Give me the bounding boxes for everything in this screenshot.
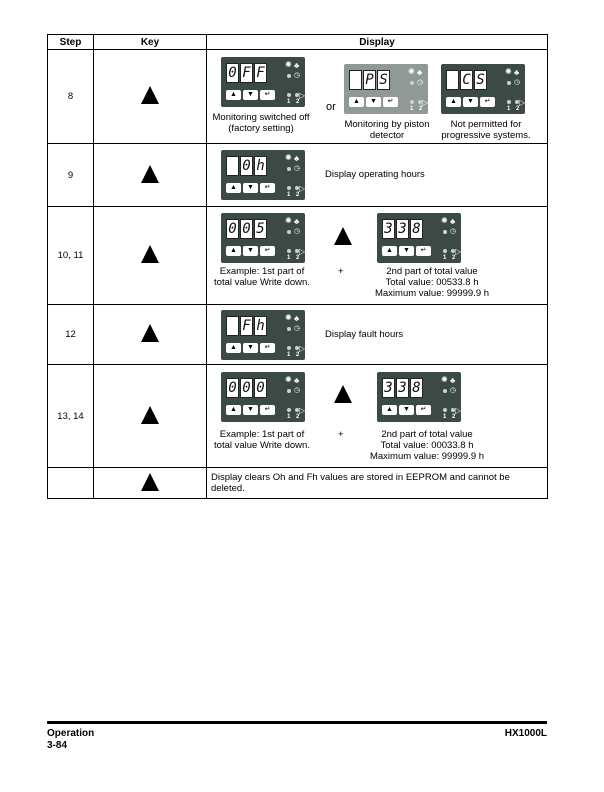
lamp-icon: ✺ bbox=[441, 375, 448, 384]
eeprom-note: Display clears Oh and Fh values are stored in EEPROM and cannot be deleted. bbox=[211, 472, 510, 494]
status-led bbox=[287, 186, 291, 190]
display-digit: 0 bbox=[226, 219, 239, 239]
up-button: ▲ bbox=[382, 246, 397, 256]
up-arrow-key-icon bbox=[141, 473, 159, 491]
status-led bbox=[443, 408, 447, 412]
output-arrow-icon: ▷ bbox=[455, 247, 462, 256]
led-number-label: 1 bbox=[287, 192, 291, 198]
caption-piston: Monitoring by piston detector bbox=[344, 119, 430, 141]
table-row bbox=[48, 207, 548, 305]
status-led bbox=[287, 346, 291, 350]
up-arrow-key-icon bbox=[141, 86, 159, 104]
clock-icon: ◷ bbox=[294, 387, 301, 394]
led-number-label: 2 bbox=[296, 414, 300, 420]
output-arrow-icon: ▷ bbox=[299, 247, 306, 256]
led-number-label: 1 bbox=[287, 255, 291, 261]
lamp-icon: ✺ bbox=[285, 216, 292, 225]
operating-hours-text: Display operating hours bbox=[325, 169, 425, 180]
led-number-label: 1 bbox=[287, 99, 291, 105]
display-digit: 0 bbox=[240, 156, 253, 176]
step-cell: 8 bbox=[48, 50, 94, 144]
status-led bbox=[287, 167, 291, 171]
output-arrow-icon: ▷ bbox=[299, 91, 306, 100]
step-cell: 12 bbox=[48, 305, 94, 365]
led-number-label: 2 bbox=[296, 255, 300, 261]
display-digit: 0 bbox=[254, 378, 267, 398]
pump-icon: ♣ bbox=[294, 376, 300, 385]
caption-line: 2nd part of total value bbox=[381, 429, 473, 440]
caption-off: Monitoring switched off (factory setting) bbox=[212, 112, 310, 134]
enter-button: ↵ bbox=[416, 405, 431, 415]
step-cell bbox=[48, 468, 94, 499]
led-number-label: 2 bbox=[516, 106, 520, 112]
display-digit bbox=[226, 316, 239, 336]
display-digit: 5 bbox=[254, 219, 267, 239]
status-led bbox=[443, 230, 447, 234]
status-led bbox=[287, 230, 291, 234]
display-digit: h bbox=[254, 156, 267, 176]
enter-button: ↵ bbox=[480, 97, 495, 107]
up-button: ▲ bbox=[446, 97, 461, 107]
enter-button: ↵ bbox=[260, 343, 275, 353]
up-arrow-key-icon bbox=[334, 227, 352, 245]
status-led bbox=[287, 408, 291, 412]
display-digit: 0 bbox=[240, 219, 253, 239]
table-row bbox=[48, 365, 548, 468]
enter-button: ↵ bbox=[383, 97, 398, 107]
down-button: ▼ bbox=[243, 183, 258, 193]
key-cell bbox=[94, 468, 207, 499]
display-digit: h bbox=[254, 316, 267, 336]
output-arrow-icon: ▷ bbox=[299, 406, 306, 415]
status-led bbox=[287, 249, 291, 253]
display-digit: F bbox=[254, 63, 267, 83]
caption-line: Maximum value: 99999.9 h bbox=[374, 288, 490, 299]
status-led bbox=[410, 100, 414, 104]
status-led bbox=[287, 74, 291, 78]
display-digit: S bbox=[474, 70, 487, 90]
status-led bbox=[287, 327, 291, 331]
led-number-label: 1 bbox=[507, 106, 511, 112]
display-digit: 3 bbox=[382, 378, 395, 398]
display-digit: 3 bbox=[396, 378, 409, 398]
status-led bbox=[507, 100, 511, 104]
table-row bbox=[48, 50, 548, 144]
display-digit: 3 bbox=[382, 219, 395, 239]
up-arrow-key-icon bbox=[141, 245, 159, 263]
step-cell: 9 bbox=[48, 144, 94, 207]
display-digit: 0 bbox=[240, 378, 253, 398]
table-row bbox=[48, 468, 548, 499]
controller-display-panel bbox=[377, 372, 461, 422]
table-row bbox=[48, 144, 548, 207]
key-cell bbox=[94, 207, 207, 305]
footer-left bbox=[47, 728, 94, 752]
display-digit: F bbox=[240, 63, 253, 83]
status-led bbox=[287, 93, 291, 97]
down-button: ▼ bbox=[243, 343, 258, 353]
display-cell bbox=[207, 305, 548, 365]
footer-section: Operation bbox=[47, 728, 95, 739]
display-cell bbox=[207, 50, 548, 144]
display-cell bbox=[207, 365, 548, 468]
led-number-label: 2 bbox=[419, 106, 423, 112]
display-digit: 8 bbox=[410, 219, 423, 239]
output-arrow-icon: ▷ bbox=[422, 98, 429, 107]
led-number-label: 1 bbox=[287, 414, 291, 420]
down-button: ▼ bbox=[399, 246, 414, 256]
display-digit: P bbox=[363, 70, 376, 90]
status-led bbox=[410, 81, 414, 85]
display-digit: C bbox=[460, 70, 473, 90]
lamp-icon: ✺ bbox=[285, 375, 292, 384]
status-led bbox=[507, 81, 511, 85]
enter-button: ↵ bbox=[260, 405, 275, 415]
controller-display-panel bbox=[221, 57, 305, 107]
key-cell bbox=[94, 144, 207, 207]
pump-icon: ♣ bbox=[294, 217, 300, 226]
up-button: ▲ bbox=[226, 90, 241, 100]
down-button: ▼ bbox=[463, 97, 478, 107]
up-button: ▲ bbox=[226, 183, 241, 193]
up-arrow-key-icon bbox=[334, 385, 352, 403]
up-arrow-key-icon bbox=[141, 165, 159, 183]
clock-icon: ◷ bbox=[294, 325, 301, 332]
up-button: ▲ bbox=[349, 97, 364, 107]
display-digit: 3 bbox=[396, 219, 409, 239]
key-cell bbox=[94, 50, 207, 144]
display-digit bbox=[226, 156, 239, 176]
output-arrow-icon: ▷ bbox=[519, 98, 526, 107]
display-cell bbox=[207, 144, 548, 207]
table-row bbox=[48, 305, 548, 365]
controller-display-panel bbox=[221, 150, 305, 200]
step-cell: 10, 11 bbox=[48, 207, 94, 305]
display-digit: 0 bbox=[226, 63, 239, 83]
caption-line: Total value: 00033.8 h bbox=[380, 440, 474, 451]
up-button: ▲ bbox=[226, 343, 241, 353]
lamp-icon: ✺ bbox=[285, 60, 292, 69]
caption-line: Maximum value: 99999.9 h bbox=[369, 451, 485, 462]
up-button: ▲ bbox=[382, 405, 397, 415]
lamp-icon: ✺ bbox=[505, 67, 512, 76]
controller-display-panel bbox=[221, 310, 305, 360]
clock-icon: ◷ bbox=[450, 228, 457, 235]
plus-sign: + bbox=[338, 429, 344, 440]
pump-icon: ♣ bbox=[450, 376, 456, 385]
status-led bbox=[287, 389, 291, 393]
clock-icon: ◷ bbox=[450, 387, 457, 394]
led-number-label: 2 bbox=[296, 352, 300, 358]
pump-icon: ♣ bbox=[294, 314, 300, 323]
led-number-label: 2 bbox=[452, 255, 456, 261]
display-digit: 0 bbox=[226, 378, 239, 398]
or-label: or bbox=[326, 101, 336, 113]
caption-progressive: Not permitted for progressive systems. bbox=[441, 119, 531, 141]
display-cell bbox=[207, 207, 548, 305]
led-number-label: 2 bbox=[452, 414, 456, 420]
down-button: ▼ bbox=[243, 246, 258, 256]
clock-icon: ◷ bbox=[294, 228, 301, 235]
lamp-icon: ✺ bbox=[285, 313, 292, 322]
pump-icon: ♣ bbox=[294, 61, 300, 70]
table-header-row bbox=[48, 35, 548, 50]
controller-display-panel bbox=[377, 213, 461, 263]
clock-icon: ◷ bbox=[294, 72, 301, 79]
footer-page-number: 3-84 bbox=[47, 740, 68, 751]
display-digit bbox=[446, 70, 459, 90]
output-arrow-icon: ▷ bbox=[299, 344, 306, 353]
caption-first-part: Example: 1st part of total value Write down. bbox=[214, 429, 310, 451]
led-number-label: 1 bbox=[443, 414, 447, 420]
caption-second-part bbox=[367, 266, 497, 299]
up-button: ▲ bbox=[226, 405, 241, 415]
lamp-icon: ✺ bbox=[408, 67, 415, 76]
pump-icon: ♣ bbox=[294, 154, 300, 163]
display-digit: F bbox=[240, 316, 253, 336]
status-led bbox=[443, 389, 447, 393]
plus-sign: + bbox=[338, 266, 344, 277]
led-number-label: 1 bbox=[287, 352, 291, 358]
footer-model: HX1000L bbox=[504, 728, 547, 739]
pump-icon: ♣ bbox=[450, 217, 456, 226]
fault-hours-text: Display fault hours bbox=[325, 329, 404, 340]
output-arrow-icon: ▷ bbox=[455, 406, 462, 415]
display-digit: 8 bbox=[410, 378, 423, 398]
steps-table bbox=[47, 34, 548, 499]
step-cell: 13, 14 bbox=[48, 365, 94, 468]
footer-rule bbox=[47, 721, 547, 724]
enter-button: ↵ bbox=[260, 183, 275, 193]
pump-icon: ♣ bbox=[514, 68, 520, 77]
caption-first-part: Example: 1st part of total value Write down. bbox=[214, 266, 310, 288]
down-button: ▼ bbox=[399, 405, 414, 415]
controller-display-panel bbox=[221, 213, 305, 263]
enter-button: ↵ bbox=[260, 90, 275, 100]
caption-line: 2nd part of total value bbox=[386, 266, 478, 277]
display-digit: S bbox=[377, 70, 390, 90]
controller-display-panel bbox=[441, 64, 525, 114]
up-button: ▲ bbox=[226, 246, 241, 256]
led-number-label: 1 bbox=[443, 255, 447, 261]
header-step: Step bbox=[48, 35, 94, 50]
header-display: Display bbox=[207, 35, 548, 50]
caption-line: Total value: 00533.8 h bbox=[385, 277, 479, 288]
lamp-icon: ✺ bbox=[441, 216, 448, 225]
up-arrow-key-icon bbox=[141, 324, 159, 342]
display-digit bbox=[349, 70, 362, 90]
status-led bbox=[443, 249, 447, 253]
display-cell bbox=[207, 468, 548, 499]
key-cell bbox=[94, 365, 207, 468]
led-number-label: 2 bbox=[296, 99, 300, 105]
enter-button: ↵ bbox=[416, 246, 431, 256]
down-button: ▼ bbox=[243, 405, 258, 415]
output-arrow-icon: ▷ bbox=[299, 184, 306, 193]
clock-icon: ◷ bbox=[294, 165, 301, 172]
controller-display-panel bbox=[221, 372, 305, 422]
controller-display-panel bbox=[344, 64, 428, 114]
down-button: ▼ bbox=[366, 97, 381, 107]
enter-button: ↵ bbox=[260, 246, 275, 256]
lamp-icon: ✺ bbox=[285, 153, 292, 162]
header-key: Key bbox=[94, 35, 207, 50]
pump-icon: ♣ bbox=[417, 68, 423, 77]
led-number-label: 1 bbox=[410, 106, 414, 112]
down-button: ▼ bbox=[243, 90, 258, 100]
caption-second-part bbox=[362, 429, 492, 462]
clock-icon: ◷ bbox=[514, 79, 521, 86]
up-arrow-key-icon bbox=[141, 406, 159, 424]
key-cell bbox=[94, 305, 207, 365]
clock-icon: ◷ bbox=[417, 79, 424, 86]
led-number-label: 2 bbox=[296, 192, 300, 198]
